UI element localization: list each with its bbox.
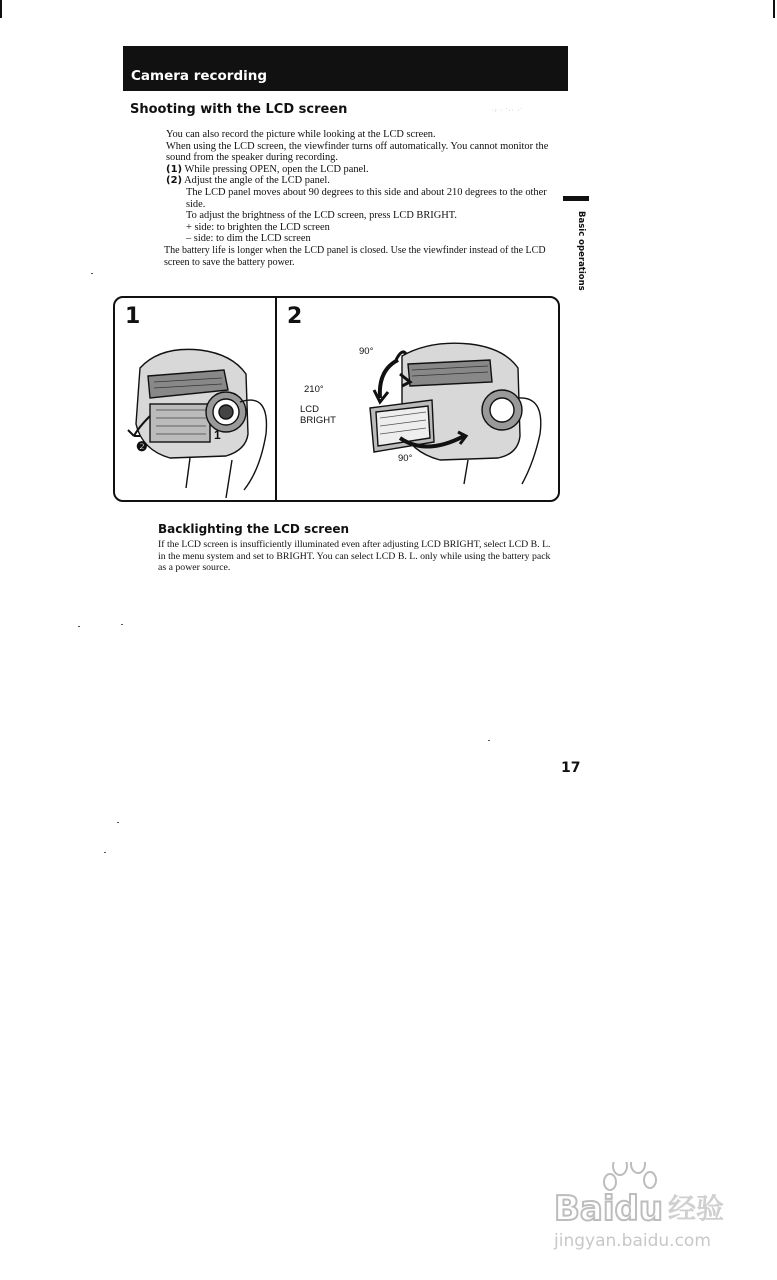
baidu-watermark: [552, 1162, 732, 1252]
step-2-detail-angle: The LCD panel moves about 90 degrees to this side and about 210 degrees to the other side.: [186, 186, 547, 210]
scan-dot: [91, 273, 93, 274]
header-title: Camera recording: [131, 68, 268, 84]
step-2-text: Adjust the angle of the LCD panel.: [184, 175, 330, 187]
watermark-brand: Baidu: [554, 1189, 664, 1229]
section-title: Shooting with the LCD screen: [130, 102, 348, 117]
angle-bottom-label: 90°: [398, 453, 413, 464]
scan-dot: [121, 624, 123, 625]
figure-panel-2-number: 2: [287, 304, 303, 329]
bright-label-line: BRIGHT: [300, 415, 336, 426]
camcorder-open-illustration: [120, 338, 270, 498]
subsection-text: If the LCD screen is insufficiently illuminated even after adjusting LCD BRIGHT, select LCD B. L. in the menu system and set to BRIGHT. You can select LCD B. L. only while using the battery pack as a power source.: [158, 539, 551, 573]
right-edge-mark: [773, 0, 775, 18]
step-1-text: While pressing OPEN, open the LCD panel.: [184, 163, 369, 175]
scan-dot: [78, 626, 80, 627]
step-2: [166, 175, 561, 187]
lcd-label-line: LCD: [300, 404, 320, 415]
callout-1-marker: 1: [214, 428, 221, 442]
scan-dot: [104, 852, 106, 853]
watermark-brand-cn: 经验: [668, 1192, 725, 1225]
step-1-number: (1): [166, 163, 183, 175]
figure-panel-1-number: 1: [125, 304, 141, 329]
intro-line-2: When using the LCD screen, the viewfinder turns off automatically. You cannot monitor the sound from the speaker during recording.: [166, 140, 549, 164]
lcd-panel-rotation-illustration: [340, 338, 550, 488]
step-2-detail-plus: + side: to brighten the LCD screen: [186, 221, 330, 233]
side-tab-marker: [563, 196, 589, 201]
left-edge-mark: [0, 0, 2, 18]
watermark-url: jingyan.baidu.com: [554, 1231, 711, 1251]
scan-dot: [488, 740, 490, 741]
subsection-title: Backlighting the LCD screen: [158, 522, 350, 536]
angle-left-label: 210°: [304, 384, 324, 395]
step-2-detail-minus: – side: to dim the LCD screen: [186, 233, 311, 245]
battery-note: The battery life is longer when the LCD panel is closed. Use the viewfinder instead of the LCD screen to save the battery power.: [164, 244, 546, 268]
section-body: [166, 129, 561, 268]
header-bar: [123, 46, 568, 91]
step-2-detail-brightness: To adjust the brightness of the LCD screen, press LCD BRIGHT.: [186, 210, 457, 222]
scan-speck: ·: · ˙·· ·˙: [492, 108, 524, 114]
page-number: 17: [561, 760, 581, 776]
figure-divider: [275, 298, 277, 500]
figure-frame: [113, 296, 560, 502]
callout-2-marker: ❷: [136, 439, 148, 454]
lcd-bright-label: [300, 404, 336, 426]
intro-line-1: You can also record the picture while looking at the LCD screen.: [166, 129, 436, 140]
angle-top-label: 90°: [359, 346, 374, 357]
side-tab-label: Basic operations: [576, 211, 586, 291]
step-1: [166, 164, 561, 176]
step-2-number: (2): [166, 175, 183, 187]
scan-dot: [117, 822, 119, 823]
